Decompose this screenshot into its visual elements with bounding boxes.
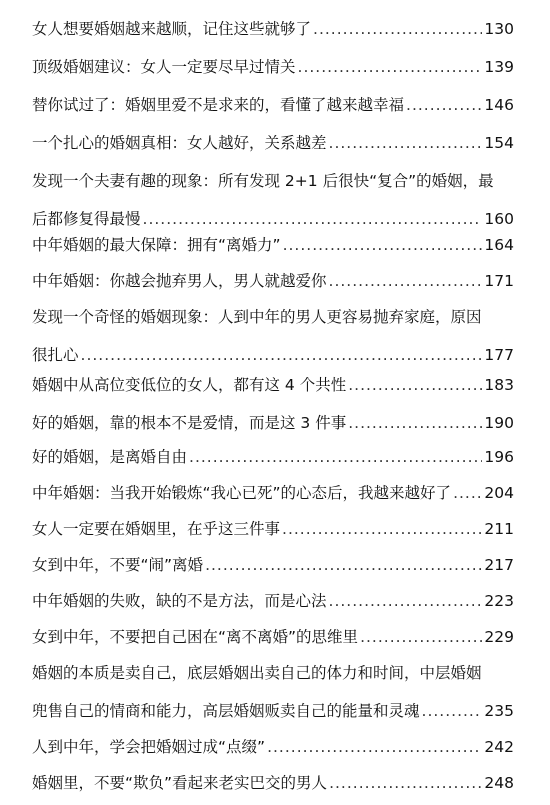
toc-entry-page: 229 [484, 628, 514, 646]
dot-leader [267, 728, 482, 766]
dot-leader [283, 226, 483, 264]
toc-entry[interactable] [32, 404, 514, 442]
dot-leader [329, 262, 483, 300]
toc-entry-title: 中年婚姻的最大保障：拥有“离婚力” [32, 236, 281, 254]
toc-entry-page: 171 [484, 272, 514, 290]
dot-leader [205, 546, 482, 584]
toc-entry[interactable] [32, 438, 514, 476]
toc-entry-title: 人到中年，学会把婚姻过成“点缀” [32, 738, 266, 756]
toc-entry-page: 164 [484, 236, 514, 254]
toc-entry[interactable] [32, 298, 514, 374]
toc-entry[interactable] [32, 728, 514, 766]
dot-leader [298, 48, 483, 86]
toc-entry[interactable] [32, 86, 514, 124]
toc-entry-page: 211 [484, 520, 514, 538]
toc-entry-title-line1: 婚姻的本质是卖自己，底层婚姻出卖自己的体力和时间，中层婚姻 [32, 664, 482, 682]
toc-entry-page: 204 [484, 484, 514, 502]
toc-entry[interactable] [32, 124, 514, 162]
dot-leader [360, 618, 482, 656]
toc-entry[interactable] [32, 582, 514, 620]
toc-entry-page: 248 [484, 774, 514, 792]
toc-entry-title: 中年婚姻：当我开始锻炼“我心已死”的心态后，我越来越好了 [32, 484, 452, 502]
toc-entry-title: 好的婚姻，靠的根本不是爱情，而是这 3 件事 [32, 414, 347, 432]
toc-entry-page: 235 [484, 702, 514, 720]
toc-entry[interactable] [32, 226, 514, 264]
toc-entry-page: 177 [484, 346, 514, 364]
toc-entry-title: 婚姻里，不要“欺负”看起来老实巴交的男人 [32, 774, 328, 792]
dot-leader [422, 692, 483, 730]
dot-leader [282, 510, 482, 548]
dot-leader [329, 764, 482, 802]
toc-entry[interactable] [32, 262, 514, 300]
toc-entry-title: 中年婚姻的失败，缺的不是方法，而是心法 [32, 592, 327, 610]
toc-entry-title: 女到中年，不要把自己困在“离不离婚”的思维里 [32, 628, 359, 646]
toc-entry-page: 196 [484, 448, 514, 466]
dot-leader [189, 438, 482, 476]
toc-entry-title-line2: 兜售自己的情商和能力，高层婚姻贩卖自己的能量和灵魂 [32, 702, 420, 720]
toc-entry[interactable] [32, 48, 514, 86]
toc-entry-page: 242 [484, 738, 514, 756]
dot-leader [453, 474, 482, 512]
toc-entry[interactable] [32, 764, 514, 802]
toc-entry-title-line1: 发现一个奇怪的婚姻现象：人到中年的男人更容易抛弃家庭，原因 [32, 308, 482, 326]
toc-entry-page: 139 [484, 58, 514, 76]
toc-entry-title: 女人一定要在婚姻里，在乎这三件事 [32, 520, 281, 538]
toc-entry-title-line2: 很扎心 [32, 346, 79, 364]
toc-entry-page: 183 [484, 376, 514, 394]
toc-entry-title: 好的婚姻，是离婚自由 [32, 448, 188, 466]
toc-entry-title: 顶级婚姻建议：女人一定要尽早过情关 [32, 58, 296, 76]
toc-entry-page: 146 [484, 96, 514, 114]
toc-entry-title-line1: 发现一个夫妻有趣的现象：所有发现 2+1 后很快“复合”的婚姻，最 [32, 172, 494, 190]
toc-entry[interactable] [32, 10, 514, 48]
toc-entry-title: 婚姻中从高位变低位的女人，都有这 4 个共性 [32, 376, 347, 394]
toc-entry-title: 女人想要婚姻越来越顺，记住这些就够了 [32, 20, 312, 38]
toc-entry-page: 190 [484, 414, 514, 432]
toc-entry-title: 替你试过了：婚姻里爱不是求来的，看懂了越来越幸福 [32, 96, 405, 114]
toc-entry[interactable] [32, 510, 514, 548]
toc-entry[interactable] [32, 474, 514, 512]
dot-leader [406, 86, 482, 124]
dot-leader [313, 10, 482, 48]
toc-entry-page: 223 [484, 592, 514, 610]
toc-entry[interactable] [32, 546, 514, 584]
toc-entry-page: 154 [484, 134, 514, 152]
toc-entry-title-line2: 后都修复得最慢 [32, 210, 141, 228]
toc-entry[interactable] [32, 618, 514, 656]
toc-entry-title: 中年婚姻：你越会抛弃男人，男人就越爱你 [32, 272, 327, 290]
toc-entry-title: 一个扎心的婚姻真相：女人越好，关系越差 [32, 134, 327, 152]
toc-entry-page: 217 [484, 556, 514, 574]
toc-entry-page: 160 [484, 210, 514, 228]
toc-entry-title: 女到中年，不要“闹”离婚 [32, 556, 204, 574]
dot-leader [348, 366, 482, 404]
dot-leader [329, 582, 483, 620]
toc-entry[interactable] [32, 654, 514, 730]
toc-entry-page: 130 [484, 20, 514, 38]
dot-leader [329, 124, 483, 162]
toc-entry[interactable] [32, 366, 514, 404]
dot-leader [348, 404, 482, 442]
